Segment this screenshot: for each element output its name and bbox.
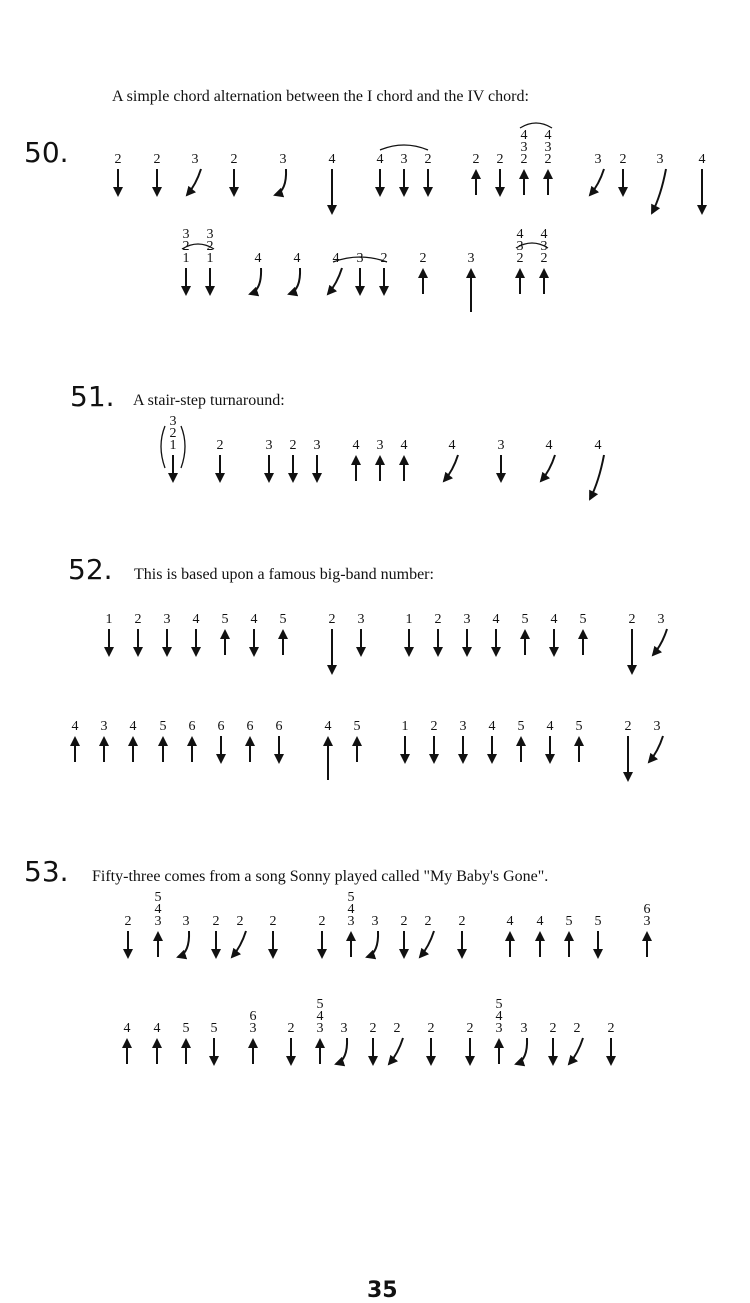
tab-note bbox=[275, 152, 287, 195]
hole-number: 2 bbox=[369, 1021, 377, 1036]
hole-number: 3 bbox=[347, 914, 355, 929]
draw-arrow-icon bbox=[275, 169, 286, 195]
hole-number: 4 bbox=[71, 719, 79, 734]
tab-note bbox=[608, 1021, 615, 1064]
tab-note bbox=[319, 914, 326, 957]
hole-number: 3 bbox=[182, 914, 190, 929]
tab-note bbox=[653, 612, 667, 655]
exercise-50-number: 50. bbox=[24, 136, 69, 169]
hole-number: 5 bbox=[159, 719, 167, 734]
hole-number: 4 bbox=[129, 719, 137, 734]
draw-arrow-icon bbox=[389, 1038, 403, 1064]
tab-note bbox=[135, 612, 142, 655]
hole-number: 2 bbox=[393, 1021, 401, 1036]
tab-note bbox=[425, 152, 432, 195]
hole-number: 5 bbox=[182, 1021, 190, 1036]
hole-number: 2 bbox=[287, 1021, 295, 1036]
tab-note bbox=[468, 251, 475, 312]
hole-number: 2 bbox=[169, 426, 177, 441]
hole-number: 4 bbox=[154, 902, 162, 917]
hole-number: 5 bbox=[353, 719, 361, 734]
tab-line bbox=[106, 612, 668, 673]
hole-number: 2 bbox=[540, 251, 548, 266]
tab-note bbox=[649, 719, 663, 762]
tab-note bbox=[178, 914, 190, 957]
tab-note bbox=[353, 438, 360, 481]
tab-note bbox=[211, 1021, 218, 1064]
tab-note bbox=[566, 914, 573, 957]
hole-number: 2 bbox=[424, 914, 432, 929]
tab-note bbox=[420, 914, 434, 957]
hole-number: 4 bbox=[516, 227, 524, 242]
tab-note bbox=[464, 612, 471, 655]
tab-note bbox=[289, 251, 301, 294]
hole-number: 3 bbox=[544, 140, 552, 155]
tab-note bbox=[402, 719, 409, 762]
tab-note bbox=[290, 438, 297, 481]
hole-number: 6 bbox=[643, 902, 651, 917]
tab-note bbox=[270, 914, 277, 957]
hole-number: 5 bbox=[279, 612, 287, 627]
tab-note bbox=[124, 1021, 131, 1064]
hole-number: 3 bbox=[495, 1021, 503, 1036]
tab-note bbox=[521, 128, 528, 195]
hole-number: 4 bbox=[332, 251, 340, 266]
hole-number: 2 bbox=[573, 1021, 581, 1036]
hole-number: 4 bbox=[540, 227, 548, 242]
exercise-51-number: 51. bbox=[70, 380, 115, 413]
draw-arrow-icon bbox=[444, 455, 458, 481]
tab-note bbox=[329, 152, 336, 213]
tab-note bbox=[217, 438, 224, 481]
hole-number: 2 bbox=[328, 612, 336, 627]
tab-note bbox=[250, 1009, 257, 1064]
tab-note bbox=[467, 1021, 474, 1064]
exercise-51-caption: A stair-step turnaround: bbox=[133, 392, 285, 409]
hole-number: 3 bbox=[376, 438, 384, 453]
hole-number: 3 bbox=[594, 152, 602, 167]
hole-number: 2 bbox=[230, 152, 238, 167]
hole-number: 3 bbox=[154, 914, 162, 929]
hole-number: 4 bbox=[545, 438, 553, 453]
tab-note bbox=[460, 719, 467, 762]
tab-note bbox=[518, 719, 525, 762]
hole-number: 4 bbox=[495, 1009, 503, 1024]
tab-note bbox=[106, 612, 113, 655]
hole-number: 4 bbox=[546, 719, 554, 734]
hole-number: 3 bbox=[653, 719, 661, 734]
tab-note bbox=[576, 719, 583, 762]
hole-number: 1 bbox=[405, 612, 413, 627]
tab-note bbox=[541, 227, 548, 294]
hole-number: 4 bbox=[316, 1009, 324, 1024]
hole-number: 6 bbox=[275, 719, 283, 734]
hole-number: 3 bbox=[279, 152, 287, 167]
tab-note bbox=[377, 152, 384, 195]
tab-note bbox=[551, 612, 558, 655]
hole-number: 6 bbox=[249, 1009, 257, 1024]
hole-number: 5 bbox=[221, 612, 229, 627]
hole-number: 3 bbox=[463, 612, 471, 627]
draw-arrow-icon bbox=[336, 1038, 347, 1064]
tab-note bbox=[699, 152, 706, 213]
hole-number: 3 bbox=[371, 914, 379, 929]
hole-number: 2 bbox=[212, 914, 220, 929]
hole-number: 3 bbox=[357, 612, 365, 627]
hole-number: 2 bbox=[549, 1021, 557, 1036]
hole-number: 4 bbox=[376, 152, 384, 167]
tab-line bbox=[72, 719, 664, 780]
exercise-52-caption: This is based upon a famous big-band number: bbox=[134, 566, 434, 583]
tab-note bbox=[625, 719, 632, 780]
tab-note bbox=[101, 719, 108, 762]
tab-note bbox=[595, 914, 602, 957]
page-number: 35 bbox=[367, 1278, 398, 1303]
hole-number: 2 bbox=[430, 719, 438, 734]
tab-note bbox=[130, 719, 137, 762]
hole-number: 2 bbox=[206, 239, 214, 254]
hole-number: 5 bbox=[521, 612, 529, 627]
draw-arrow-icon bbox=[541, 455, 555, 481]
tab-note bbox=[652, 152, 666, 213]
draw-arrow-icon bbox=[250, 268, 261, 294]
hole-number: 2 bbox=[628, 612, 636, 627]
hole-number: 4 bbox=[192, 612, 200, 627]
tab-note bbox=[629, 612, 636, 673]
tab-note bbox=[431, 719, 438, 762]
hole-number: 3 bbox=[656, 152, 664, 167]
hole-number: 2 bbox=[520, 152, 528, 167]
tab-note bbox=[115, 152, 122, 195]
hole-number: 4 bbox=[347, 902, 355, 917]
hole-number: 6 bbox=[188, 719, 196, 734]
hole-number: 3 bbox=[516, 239, 524, 254]
hole-number: 2 bbox=[516, 251, 524, 266]
tab-note bbox=[314, 438, 321, 481]
tab-note bbox=[620, 152, 627, 195]
tab-note bbox=[276, 719, 283, 762]
hole-number: 2 bbox=[544, 152, 552, 167]
hole-number: 4 bbox=[594, 438, 602, 453]
hole-number: 3 bbox=[316, 1021, 324, 1036]
tab-note bbox=[541, 438, 555, 481]
hole-number: 3 bbox=[169, 414, 177, 429]
tab-note bbox=[160, 719, 167, 762]
tab-note bbox=[489, 719, 496, 762]
hole-number: 4 bbox=[544, 128, 552, 143]
tab-note bbox=[250, 251, 262, 294]
tab-note bbox=[154, 1021, 161, 1064]
tab-note bbox=[183, 227, 190, 294]
tab-note bbox=[125, 914, 132, 957]
draw-arrow-icon bbox=[653, 629, 667, 655]
hole-number: 1 bbox=[401, 719, 409, 734]
tab-note bbox=[207, 227, 214, 294]
draw-arrow-icon bbox=[232, 931, 246, 957]
draw-arrow-icon bbox=[289, 268, 300, 294]
hole-number: 4 bbox=[506, 914, 514, 929]
hole-number: 2 bbox=[114, 152, 122, 167]
tab-note bbox=[183, 1021, 190, 1064]
hole-number: 1 bbox=[105, 612, 113, 627]
hole-number: 3 bbox=[249, 1021, 257, 1036]
hole-number: 3 bbox=[467, 251, 475, 266]
tab-note bbox=[187, 152, 201, 195]
tab-note bbox=[218, 719, 225, 762]
tab-note bbox=[231, 152, 238, 195]
hole-number: 2 bbox=[424, 152, 432, 167]
hole-number: 2 bbox=[236, 914, 244, 929]
hole-number: 1 bbox=[169, 438, 177, 453]
tab-note bbox=[590, 438, 604, 499]
tab-note bbox=[232, 914, 246, 957]
hole-number: 5 bbox=[579, 612, 587, 627]
tab-note bbox=[170, 414, 177, 481]
hole-number: 3 bbox=[100, 719, 108, 734]
tab-note bbox=[590, 152, 604, 195]
draw-arrow-icon bbox=[649, 736, 663, 762]
hole-number: 4 bbox=[324, 719, 332, 734]
draw-arrow-icon bbox=[652, 169, 666, 213]
tab-note bbox=[401, 438, 408, 481]
tab-note bbox=[644, 902, 651, 957]
hole-number: 2 bbox=[434, 612, 442, 627]
hole-number: 4 bbox=[536, 914, 544, 929]
tab-note bbox=[193, 612, 200, 655]
tab-note bbox=[164, 612, 171, 655]
hole-number: 2 bbox=[607, 1021, 615, 1036]
draw-arrow-icon bbox=[590, 169, 604, 195]
draw-arrow-icon bbox=[569, 1038, 583, 1064]
hole-number: 3 bbox=[520, 1021, 528, 1036]
tab-note bbox=[381, 251, 388, 294]
tab-note bbox=[317, 997, 324, 1064]
hole-number: 2 bbox=[216, 438, 224, 453]
tab-note bbox=[522, 612, 529, 655]
tab-note bbox=[537, 914, 544, 957]
slur-mark bbox=[380, 145, 428, 150]
hole-number: 2 bbox=[624, 719, 632, 734]
hole-number: 4 bbox=[328, 152, 336, 167]
tab-note bbox=[473, 152, 480, 195]
hole-number: 4 bbox=[400, 438, 408, 453]
tab-note bbox=[288, 1021, 295, 1064]
hole-number: 4 bbox=[352, 438, 360, 453]
hole-number: 2 bbox=[619, 152, 627, 167]
tab-note bbox=[370, 1021, 377, 1064]
hole-number: 5 bbox=[575, 719, 583, 734]
tab-note bbox=[328, 251, 342, 294]
hole-number: 2 bbox=[496, 152, 504, 167]
hole-number: 3 bbox=[163, 612, 171, 627]
tab-line bbox=[124, 997, 615, 1064]
hole-number: 4 bbox=[488, 719, 496, 734]
tab-note bbox=[401, 914, 408, 957]
tab-note bbox=[189, 719, 196, 762]
tab-note bbox=[222, 612, 229, 655]
tab-note bbox=[280, 612, 287, 655]
tab-line bbox=[115, 128, 706, 213]
hole-number: 1 bbox=[182, 251, 190, 266]
hole-number: 4 bbox=[448, 438, 456, 453]
hole-number: 3 bbox=[540, 239, 548, 254]
exercise-53-number: 53. bbox=[24, 855, 69, 888]
tab-note bbox=[497, 152, 504, 195]
hole-number: 2 bbox=[153, 152, 161, 167]
hole-number: 3 bbox=[497, 438, 505, 453]
hole-number: 3 bbox=[340, 1021, 348, 1036]
hole-number: 4 bbox=[698, 152, 706, 167]
tab-note bbox=[507, 914, 514, 957]
tab-note bbox=[377, 438, 384, 481]
tab-note bbox=[266, 438, 273, 481]
hole-number: 4 bbox=[293, 251, 301, 266]
hole-number: 5 bbox=[347, 890, 355, 905]
hole-number: 2 bbox=[269, 914, 277, 929]
tab-note bbox=[428, 1021, 435, 1064]
tab-note bbox=[247, 719, 254, 762]
hole-number: 2 bbox=[289, 438, 297, 453]
hole-number: 3 bbox=[191, 152, 199, 167]
tab-note bbox=[496, 997, 503, 1064]
draw-arrow-icon bbox=[178, 931, 189, 957]
hole-number: 2 bbox=[458, 914, 466, 929]
hole-number: 2 bbox=[466, 1021, 474, 1036]
hole-number: 2 bbox=[419, 251, 427, 266]
tab-note bbox=[435, 612, 442, 655]
hole-number: 3 bbox=[206, 227, 214, 242]
draw-arrow-icon bbox=[420, 931, 434, 957]
tab-note bbox=[354, 719, 361, 762]
tab-note bbox=[444, 438, 458, 481]
tab-note bbox=[325, 719, 332, 780]
tab-note bbox=[251, 612, 258, 655]
hole-number: 2 bbox=[400, 914, 408, 929]
hole-number: 5 bbox=[210, 1021, 218, 1036]
hole-number: 2 bbox=[318, 914, 326, 929]
tab-note bbox=[329, 612, 336, 673]
tab-note bbox=[72, 719, 79, 762]
tab-note bbox=[580, 612, 587, 655]
hole-number: 4 bbox=[153, 1021, 161, 1036]
hole-number: 3 bbox=[265, 438, 273, 453]
hole-number: 2 bbox=[472, 152, 480, 167]
tab-note bbox=[154, 152, 161, 195]
tab-note bbox=[550, 1021, 557, 1064]
tab-note bbox=[498, 438, 505, 481]
tab-note bbox=[336, 1021, 348, 1064]
exercise-53-caption: Fifty-three comes from a song Sonny played called "My Baby's Gone". bbox=[92, 868, 549, 885]
tab-note bbox=[389, 1021, 403, 1064]
hole-number: 4 bbox=[550, 612, 558, 627]
hole-number: 3 bbox=[356, 251, 364, 266]
tab-note bbox=[367, 914, 379, 957]
draw-arrow-icon bbox=[187, 169, 201, 195]
hole-number: 5 bbox=[495, 997, 503, 1012]
tab-note bbox=[420, 251, 427, 294]
tab-note bbox=[459, 914, 466, 957]
hole-number: 4 bbox=[250, 612, 258, 627]
tab-note bbox=[569, 1021, 583, 1064]
hole-number: 3 bbox=[400, 152, 408, 167]
hole-number: 3 bbox=[643, 914, 651, 929]
hole-number: 2 bbox=[124, 914, 132, 929]
tab-note bbox=[358, 612, 365, 655]
hole-number: 5 bbox=[517, 719, 525, 734]
hole-number: 4 bbox=[520, 128, 528, 143]
tab-note bbox=[517, 227, 524, 294]
hole-number: 3 bbox=[657, 612, 665, 627]
tab-note bbox=[213, 914, 220, 957]
tab-note bbox=[516, 1021, 528, 1064]
hole-number: 5 bbox=[594, 914, 602, 929]
hole-number: 6 bbox=[246, 719, 254, 734]
hole-number: 6 bbox=[217, 719, 225, 734]
tab-note bbox=[401, 152, 408, 195]
tab-note bbox=[155, 890, 162, 957]
hole-number: 2 bbox=[380, 251, 388, 266]
tab-line bbox=[125, 890, 651, 957]
hole-number: 3 bbox=[313, 438, 321, 453]
hole-number: 3 bbox=[182, 227, 190, 242]
tab-line bbox=[183, 227, 548, 312]
hole-number: 3 bbox=[459, 719, 467, 734]
hole-number: 1 bbox=[206, 251, 214, 266]
tab-note bbox=[547, 719, 554, 762]
draw-arrow-icon bbox=[590, 455, 604, 499]
hole-number: 4 bbox=[492, 612, 500, 627]
hole-number: 2 bbox=[134, 612, 142, 627]
exercise-50-caption: A simple chord alternation between the I chord and the IV chord: bbox=[112, 88, 529, 105]
hole-number: 2 bbox=[427, 1021, 435, 1036]
tab-note bbox=[545, 128, 552, 195]
exercise-52-number: 52. bbox=[68, 553, 113, 586]
draw-arrow-icon bbox=[367, 931, 378, 957]
hole-number: 4 bbox=[254, 251, 262, 266]
tab-note bbox=[348, 890, 355, 957]
tab-note bbox=[493, 612, 500, 655]
draw-arrow-icon bbox=[328, 268, 342, 294]
draw-arrow-icon bbox=[516, 1038, 527, 1064]
tab-line bbox=[170, 414, 605, 499]
hole-number: 5 bbox=[154, 890, 162, 905]
hole-number: 2 bbox=[182, 239, 190, 254]
hole-number: 4 bbox=[123, 1021, 131, 1036]
hole-number: 5 bbox=[316, 997, 324, 1012]
hole-number: 3 bbox=[520, 140, 528, 155]
tab-note bbox=[406, 612, 413, 655]
hole-number: 5 bbox=[565, 914, 573, 929]
